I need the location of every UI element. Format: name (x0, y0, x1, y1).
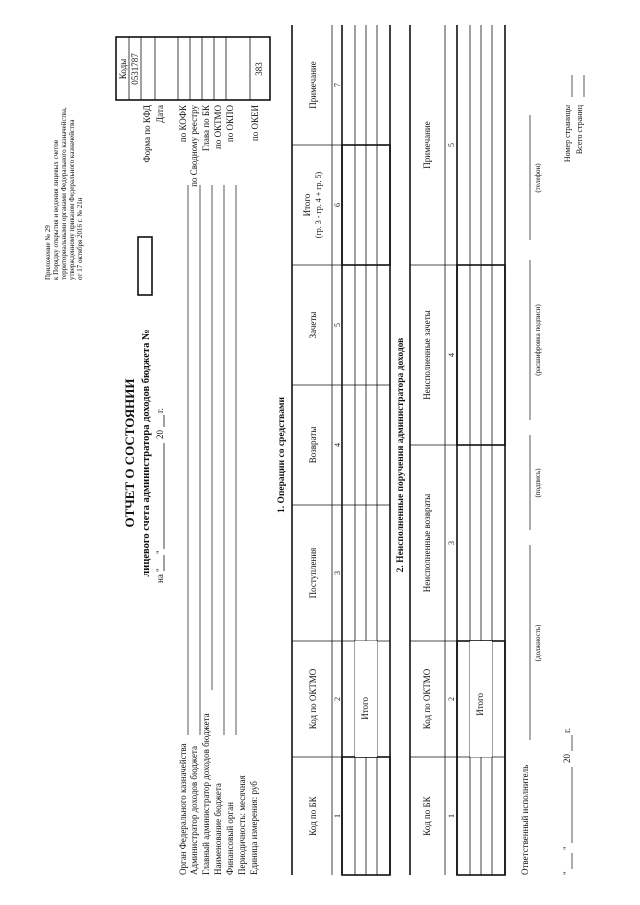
column-number: 2 (447, 697, 456, 701)
sign-caption: (подпись) (534, 468, 542, 498)
field-label: Наименование бюджета (213, 783, 223, 875)
rotated-form (44, 25, 584, 875)
appendix-line: к Порядку открытия и ведения лицевых счетов (52, 139, 60, 280)
svg-text:г.: г. (155, 408, 165, 413)
column-header: Поступления (308, 547, 318, 599)
appendix-line: от 17 октября 2016 г. № 21н (76, 197, 84, 280)
column-number: 1 (333, 814, 342, 818)
signature-year-suffix: г. (562, 728, 572, 733)
section1-title: 1. Операции со средствами (277, 397, 287, 513)
total-label: Итого (475, 693, 486, 716)
code-label: по ОКЕИ (250, 105, 260, 142)
code-label: Дата (155, 105, 165, 123)
appendix-line: Приложение № 29 (44, 225, 52, 280)
column-header: Неисполненные зачеты (422, 310, 432, 400)
field-label: Финансовый орган (225, 802, 235, 875)
field-label: Орган Федерального казначейства (178, 743, 188, 875)
total-pages-label: Всего страниц (575, 105, 584, 155)
phone-caption: (телефон) (534, 163, 542, 193)
column-header: Примечание (308, 61, 318, 109)
codes-table (116, 37, 270, 100)
field-label: Администратор доходов бюджета (189, 746, 199, 875)
column-header: Возвраты (308, 426, 318, 464)
code-label: по ОКТМО (213, 105, 223, 149)
total-label: Итого (360, 697, 371, 720)
signature-block (520, 75, 584, 875)
column-header: Примечание (422, 121, 432, 169)
column-number: 3 (333, 571, 342, 575)
signature-date-quote: " (562, 846, 572, 850)
code-labels (142, 104, 260, 187)
column-number: 1 (447, 814, 456, 818)
field-label: Главный администратор доходов бюджета (201, 713, 211, 875)
account-number-box[interactable] (138, 237, 152, 295)
column-number: 7 (333, 83, 342, 87)
svg-text:": " (155, 550, 165, 554)
code-value: 0531787 (130, 53, 140, 85)
appendix-note (44, 107, 84, 280)
svg-text:20: 20 (155, 430, 165, 439)
column-number: 4 (333, 443, 342, 447)
column-formula: (гр. 3 - гр. 4 + гр. 5) (314, 171, 323, 239)
field-label: Периодичность: месячная (237, 775, 247, 875)
header-fields (178, 185, 259, 875)
report-subtitle: лицевого счета администратора доходов бюджета № (141, 329, 152, 577)
column-header: Код по ОКТМО (422, 668, 432, 730)
column-header: Код по ОКТМО (308, 668, 318, 730)
code-label: по Сводному реестру (189, 105, 199, 187)
section2-table (410, 25, 505, 875)
report-title: ОТЧЕТ О СОСТОЯНИИ (122, 378, 137, 528)
field-label: Единица измерения: руб (249, 781, 259, 875)
column-number: 5 (447, 143, 456, 147)
section2-title: 2. Неисполненные поручения администратора доходов (396, 337, 406, 573)
code-label: Форма по КФД (142, 105, 152, 163)
code-label: по ОКПО (225, 105, 235, 143)
column-header: Неисполненные возвраты (422, 493, 432, 593)
column-number: 2 (333, 697, 342, 701)
column-header: Итого (302, 193, 312, 217)
section1-table (292, 25, 390, 875)
code-value: 383 (254, 62, 264, 76)
signature-label: Ответственный исполнитель (520, 764, 530, 875)
column-header: Зачеты (308, 311, 318, 339)
decode-caption: (расшифровка подписи) (534, 304, 542, 376)
codes-header: Коды (118, 58, 128, 80)
column-number: 4 (447, 353, 456, 357)
code-label: по КОФК (178, 105, 188, 143)
column-number: 3 (447, 541, 456, 545)
appendix-line: территориальными органами Федерального казначейства, (60, 107, 68, 280)
signature-date-quote: " (562, 871, 572, 875)
column-header: Код по БК (308, 796, 318, 836)
code-label: Глава по БК (201, 105, 211, 152)
page-number-label: Номер страницы (563, 105, 572, 163)
svg-text:на ": на " (155, 568, 165, 583)
column-header: Код по БК (422, 796, 432, 836)
report-date (155, 408, 165, 583)
appendix-line: утвержденному приказом Федерального казначейства (68, 119, 76, 280)
position-caption: (должность) (534, 624, 542, 662)
column-number: 5 (333, 323, 342, 327)
column-number: 6 (333, 203, 342, 207)
signature-year: 20 (562, 754, 572, 763)
